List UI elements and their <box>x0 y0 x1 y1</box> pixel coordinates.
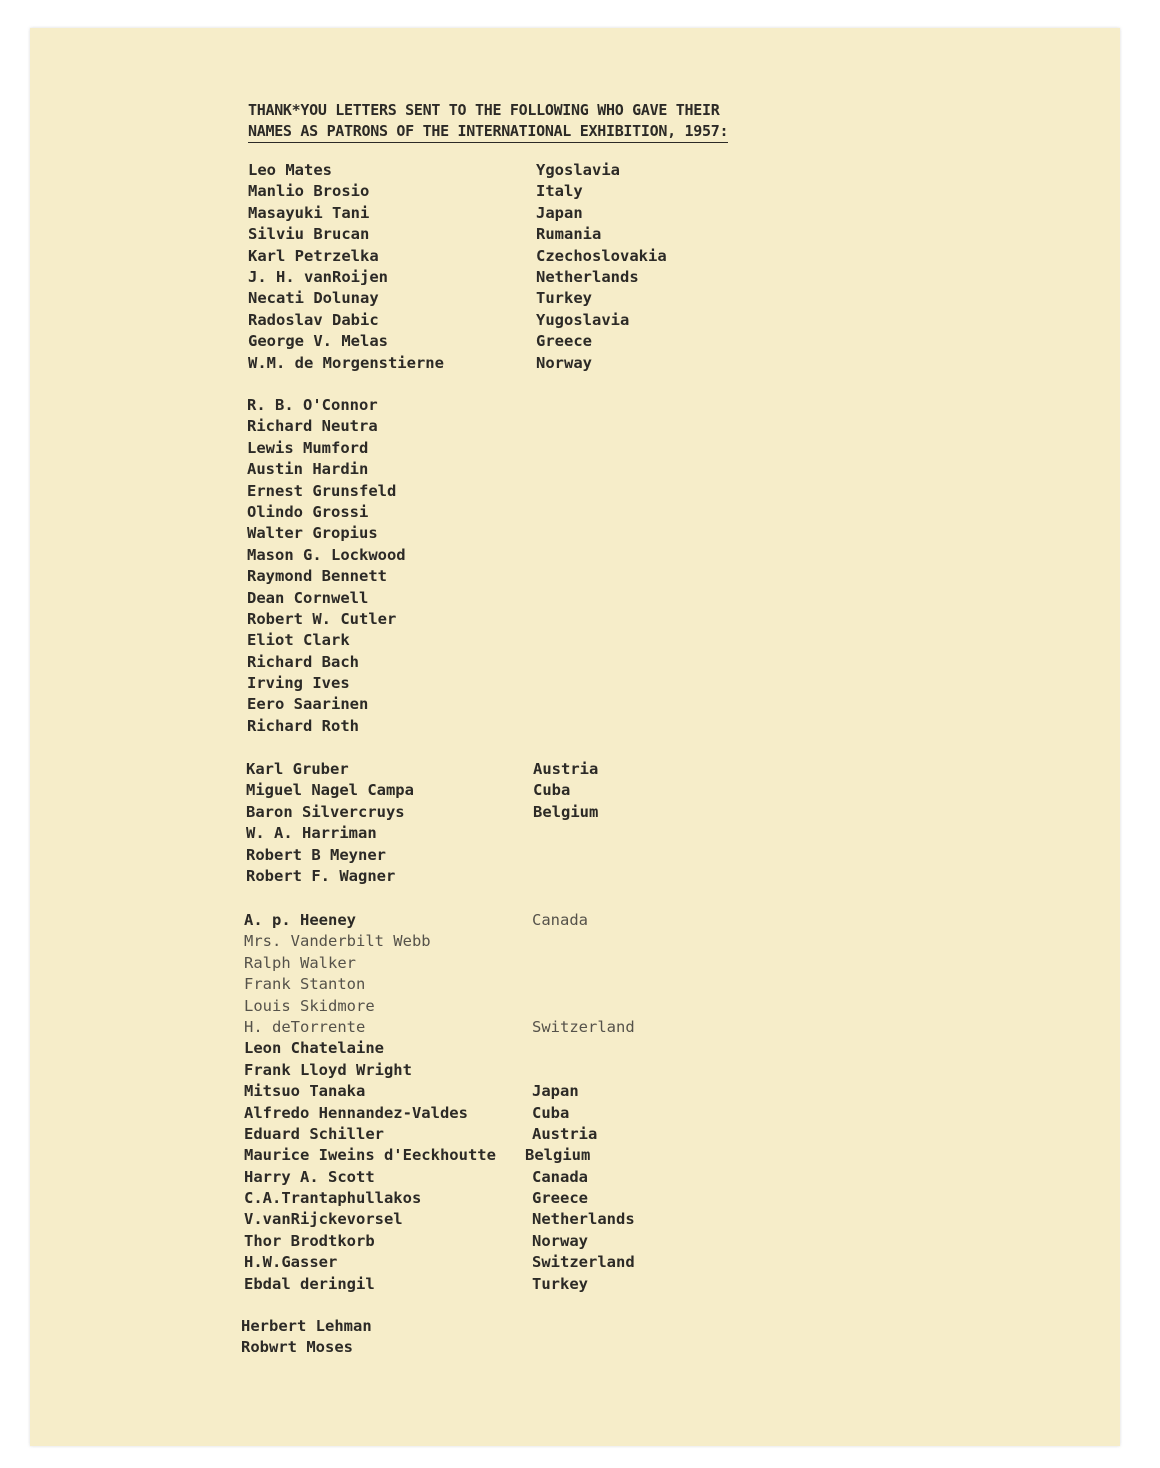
list-item <box>248 310 748 331</box>
list-item <box>247 609 747 630</box>
patron-name: Baron Silvercruys <box>246 802 405 821</box>
list-item <box>247 502 747 523</box>
patron-name: Silviu Brucan <box>248 225 370 244</box>
patron-country: Belgium <box>533 802 599 821</box>
patron-group-5 <box>241 1316 741 1359</box>
list-item <box>244 1188 764 1209</box>
patron-name: Ernest Grunsfeld <box>247 481 397 500</box>
list-item <box>241 1316 741 1337</box>
list-item <box>247 694 747 715</box>
list-item <box>244 1081 764 1102</box>
patron-name: Eero Saarinen <box>247 695 369 714</box>
list-item <box>248 288 748 309</box>
patron-country: Canada <box>532 1167 588 1186</box>
patron-name: Robert F. Wagner <box>246 866 396 885</box>
patron-country: Ygoslavia <box>536 161 620 179</box>
patron-name: W. A. Harriman <box>246 824 377 843</box>
patron-name: Karl Petrzelka <box>248 246 379 265</box>
patron-country: Rumania <box>536 225 602 244</box>
patron-name: Necati Dolunay <box>248 289 379 308</box>
list-item <box>246 759 746 780</box>
patron-group-2 <box>247 395 747 737</box>
list-item <box>244 1274 764 1295</box>
patron-name: Miguel Nagel Campa <box>246 781 414 800</box>
list-item <box>247 673 747 694</box>
list-item <box>244 1231 764 1252</box>
list-item <box>248 267 748 288</box>
patron-name: Olindo Grossi <box>247 502 369 521</box>
patron-name: Lewis Mumford <box>247 438 369 457</box>
patron-name: Frank Lloyd Wright <box>244 1060 412 1079</box>
list-item <box>244 1167 764 1188</box>
list-item <box>244 974 764 995</box>
patron-name: Karl Gruber <box>246 760 349 778</box>
patron-country: Cuba <box>533 781 571 800</box>
list-item <box>247 438 747 459</box>
list-item <box>247 566 747 587</box>
patron-name: Richard Bach <box>247 652 359 671</box>
patron-name: Richard Roth <box>247 716 359 735</box>
patron-name: Eduard Schiller <box>244 1124 384 1143</box>
patron-name: Eliot Clark <box>247 631 350 650</box>
paper-sheet <box>30 28 1120 1446</box>
patron-name: Alfredo Hennandez-Valdes <box>244 1103 468 1122</box>
list-item <box>244 953 764 974</box>
list-item <box>247 523 747 544</box>
patron-name: Thor Brodtkorb <box>244 1231 375 1250</box>
list-item <box>247 652 747 673</box>
patron-name: Mitsuo Tanaka <box>244 1082 366 1101</box>
list-item <box>246 780 746 801</box>
list-item <box>244 1060 764 1081</box>
list-item <box>246 823 746 844</box>
patron-name: H.W.Gasser <box>244 1253 338 1272</box>
patron-name: Richard Neutra <box>247 417 378 436</box>
list-item <box>247 588 747 609</box>
patron-country: Canada <box>532 911 588 929</box>
patron-country: Czechoslovakia <box>536 246 667 265</box>
patron-name: Harry A. Scott <box>244 1167 375 1186</box>
patron-country: Belgium <box>525 1146 591 1165</box>
patron-name: George V. Melas <box>248 332 388 351</box>
patron-country: Switzerland <box>532 1253 635 1272</box>
patron-country: Greece <box>532 1189 588 1208</box>
list-item <box>241 1337 741 1358</box>
list-item <box>246 866 746 887</box>
patron-country: Greece <box>536 332 592 351</box>
patron-country: Japan <box>532 1082 579 1101</box>
patron-name: Louis Skidmore <box>244 996 375 1015</box>
list-item <box>247 459 747 480</box>
list-item <box>248 224 748 245</box>
patron-name: Mrs. Vanderbilt Webb <box>244 932 431 951</box>
patron-name: Frank Stanton <box>244 975 366 994</box>
list-item <box>247 481 747 502</box>
patron-name: Robwrt Moses <box>241 1338 353 1357</box>
patron-name: Robert B Meyner <box>246 845 386 864</box>
patron-name: Ebdal deringil <box>244 1274 375 1293</box>
patron-name: Manlio Brosio <box>248 182 370 201</box>
list-item <box>244 1124 764 1145</box>
patron-name: R. B. O'Connor <box>247 396 378 414</box>
patron-name: V.vanRijckevorsel <box>244 1210 403 1229</box>
patron-country: Netherlands <box>532 1210 635 1229</box>
list-item <box>247 395 747 416</box>
patron-country: Norway <box>536 353 592 372</box>
list-item <box>246 845 746 866</box>
patron-country: Italy <box>536 182 583 201</box>
list-item <box>247 630 747 651</box>
list-item <box>248 353 748 374</box>
list-item <box>248 203 748 224</box>
list-item <box>244 931 764 952</box>
patron-name: Raymond Bennett <box>247 567 387 586</box>
list-item <box>247 416 747 437</box>
list-item <box>244 1038 764 1059</box>
patron-name: Leo Mates <box>248 161 332 179</box>
patron-name: Herbert Lehman <box>241 1317 372 1335</box>
patron-name: A. p. Heeney <box>244 911 356 929</box>
heading-line-2: NAMES AS PATRONS OF THE INTERNATIONAL EXHIBITION, 1957: <box>248 121 728 143</box>
patron-name: Irving Ives <box>247 674 350 693</box>
patron-country: Austria <box>533 760 599 778</box>
list-item <box>244 1103 764 1124</box>
list-item <box>247 545 747 566</box>
list-item <box>244 1017 764 1038</box>
patron-country: Japan <box>536 203 583 222</box>
patron-name: Mason G. Lockwood <box>247 545 406 564</box>
patron-name: Ralph Walker <box>244 953 356 972</box>
patron-country: Austria <box>532 1124 598 1143</box>
patron-name: Robert W. Cutler <box>247 609 397 628</box>
list-item <box>244 1145 764 1166</box>
patron-country: Yugoslavia <box>536 310 630 329</box>
patron-name: Radoslav Dabic <box>248 310 379 329</box>
list-item <box>248 331 748 352</box>
list-item <box>246 802 746 823</box>
patron-country: Turkey <box>536 289 592 308</box>
list-item <box>244 1252 764 1273</box>
patron-country: Turkey <box>532 1274 588 1293</box>
patron-name: H. deTorrente <box>244 1017 366 1036</box>
patron-name: Maurice Iweins d'Eeckhoutte <box>244 1146 496 1165</box>
patron-name: C.A.Trantaphullakos <box>244 1189 422 1208</box>
patron-group-1 <box>248 160 748 374</box>
patron-name: Dean Cornwell <box>247 588 369 607</box>
list-item <box>248 246 748 267</box>
heading-line-1: THANK*YOU LETTERS SENT TO THE FOLLOWING WHO GAVE THEIR <box>248 101 720 119</box>
document-heading <box>248 100 728 143</box>
patron-name: Masayuki Tani <box>248 203 370 222</box>
patron-group-4 <box>244 910 764 1295</box>
patron-name: Walter Gropius <box>247 524 378 543</box>
patron-name: J. H. vanRoijen <box>248 267 388 286</box>
list-item <box>244 996 764 1017</box>
list-item <box>244 910 764 931</box>
list-item <box>248 181 748 202</box>
patron-country: Switzerland <box>532 1017 635 1036</box>
patron-country: Cuba <box>532 1103 570 1122</box>
patron-name: W.M. de Morgenstierne <box>248 353 444 372</box>
patron-name: Leon Chatelaine <box>244 1039 384 1058</box>
list-item <box>248 160 748 181</box>
document-body <box>30 28 1120 1446</box>
patron-group-3 <box>246 759 746 887</box>
list-item <box>244 1209 764 1230</box>
patron-country: Netherlands <box>536 267 639 286</box>
patron-name: Austin Hardin <box>247 460 369 479</box>
list-item <box>247 716 747 737</box>
patron-country: Norway <box>532 1231 588 1250</box>
